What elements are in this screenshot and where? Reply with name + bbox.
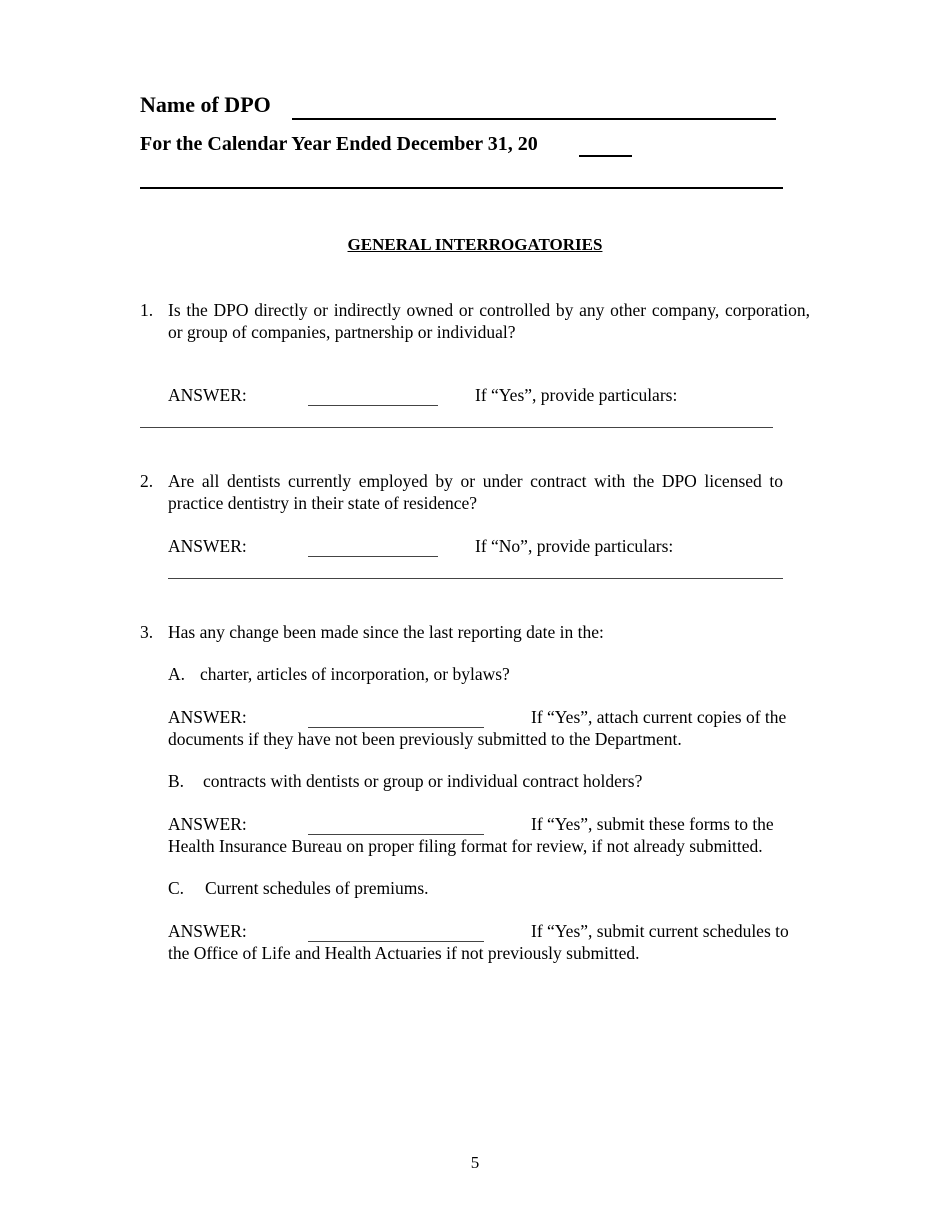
item-a-instruction-line2: documents if they have not been previously submitted to the Department. [168,729,682,749]
question-2-answer-label: ANSWER: [168,536,247,556]
page-number: 5 [470,1153,480,1172]
item-b-answer-label: ANSWER: [168,814,247,834]
calendar-year-label: For the Calendar Year Ended December 31, 20 [140,133,538,155]
question-1-particulars-field[interactable] [140,427,773,428]
item-a-answer-label: ANSWER: [168,707,247,727]
question-2-answer-field[interactable] [308,556,438,557]
item-a-instruction-line1: If “Yes”, attach current copies of the [531,707,787,727]
section-title: GENERAL INTERROGATORIES [347,235,603,254]
item-a-letter: A. [168,664,186,684]
item-b-letter: B. [168,771,185,791]
question-2-particulars-field[interactable] [168,578,783,579]
item-c-instruction-line2: the Office of Life and Health Actuaries if not previously submitted. [168,943,640,963]
item-a-text: charter, articles of incorporation, or bylaws? [200,664,510,684]
dpo-name-field[interactable] [292,118,776,120]
question-3-text: Has any change been made since the last reporting date in the: [168,622,604,642]
header-divider [140,187,783,189]
item-b-instruction-line1: If “Yes”, submit these forms to the [531,814,774,834]
question-3-number: 3. [140,622,154,642]
item-b-instruction-line2: Health Insurance Bureau on proper filing format for review, if not already submitted. [168,836,763,856]
item-c-answer-label: ANSWER: [168,921,247,941]
item-b-text: contracts with dentists or group or individual contract holders? [203,771,643,791]
year-field[interactable] [579,155,632,157]
question-1-instruction: If “Yes”, provide particulars: [475,385,678,405]
dpo-name-label: Name of DPO [140,92,271,117]
item-c-text: Current schedules of premiums. [205,878,429,898]
question-1-text: Is the DPO directly or indirectly owned or controlled by any other company, corporation, or group of companies, partnership or individual? [168,300,810,342]
question-1-number: 1. [140,300,154,320]
question-1-answer-field[interactable] [308,405,438,406]
question-2-instruction: If “No”, provide particulars: [475,536,674,556]
question-2-text: Are all dentists currently employed by or under contract with the DPO licensed to practice dentistry in their state of residence? [168,471,783,513]
item-c-instruction-line1: If “Yes”, submit current schedules to [531,921,789,941]
item-c-letter: C. [168,878,185,898]
question-2-number: 2. [140,471,154,491]
question-1-answer-label: ANSWER: [168,385,247,405]
